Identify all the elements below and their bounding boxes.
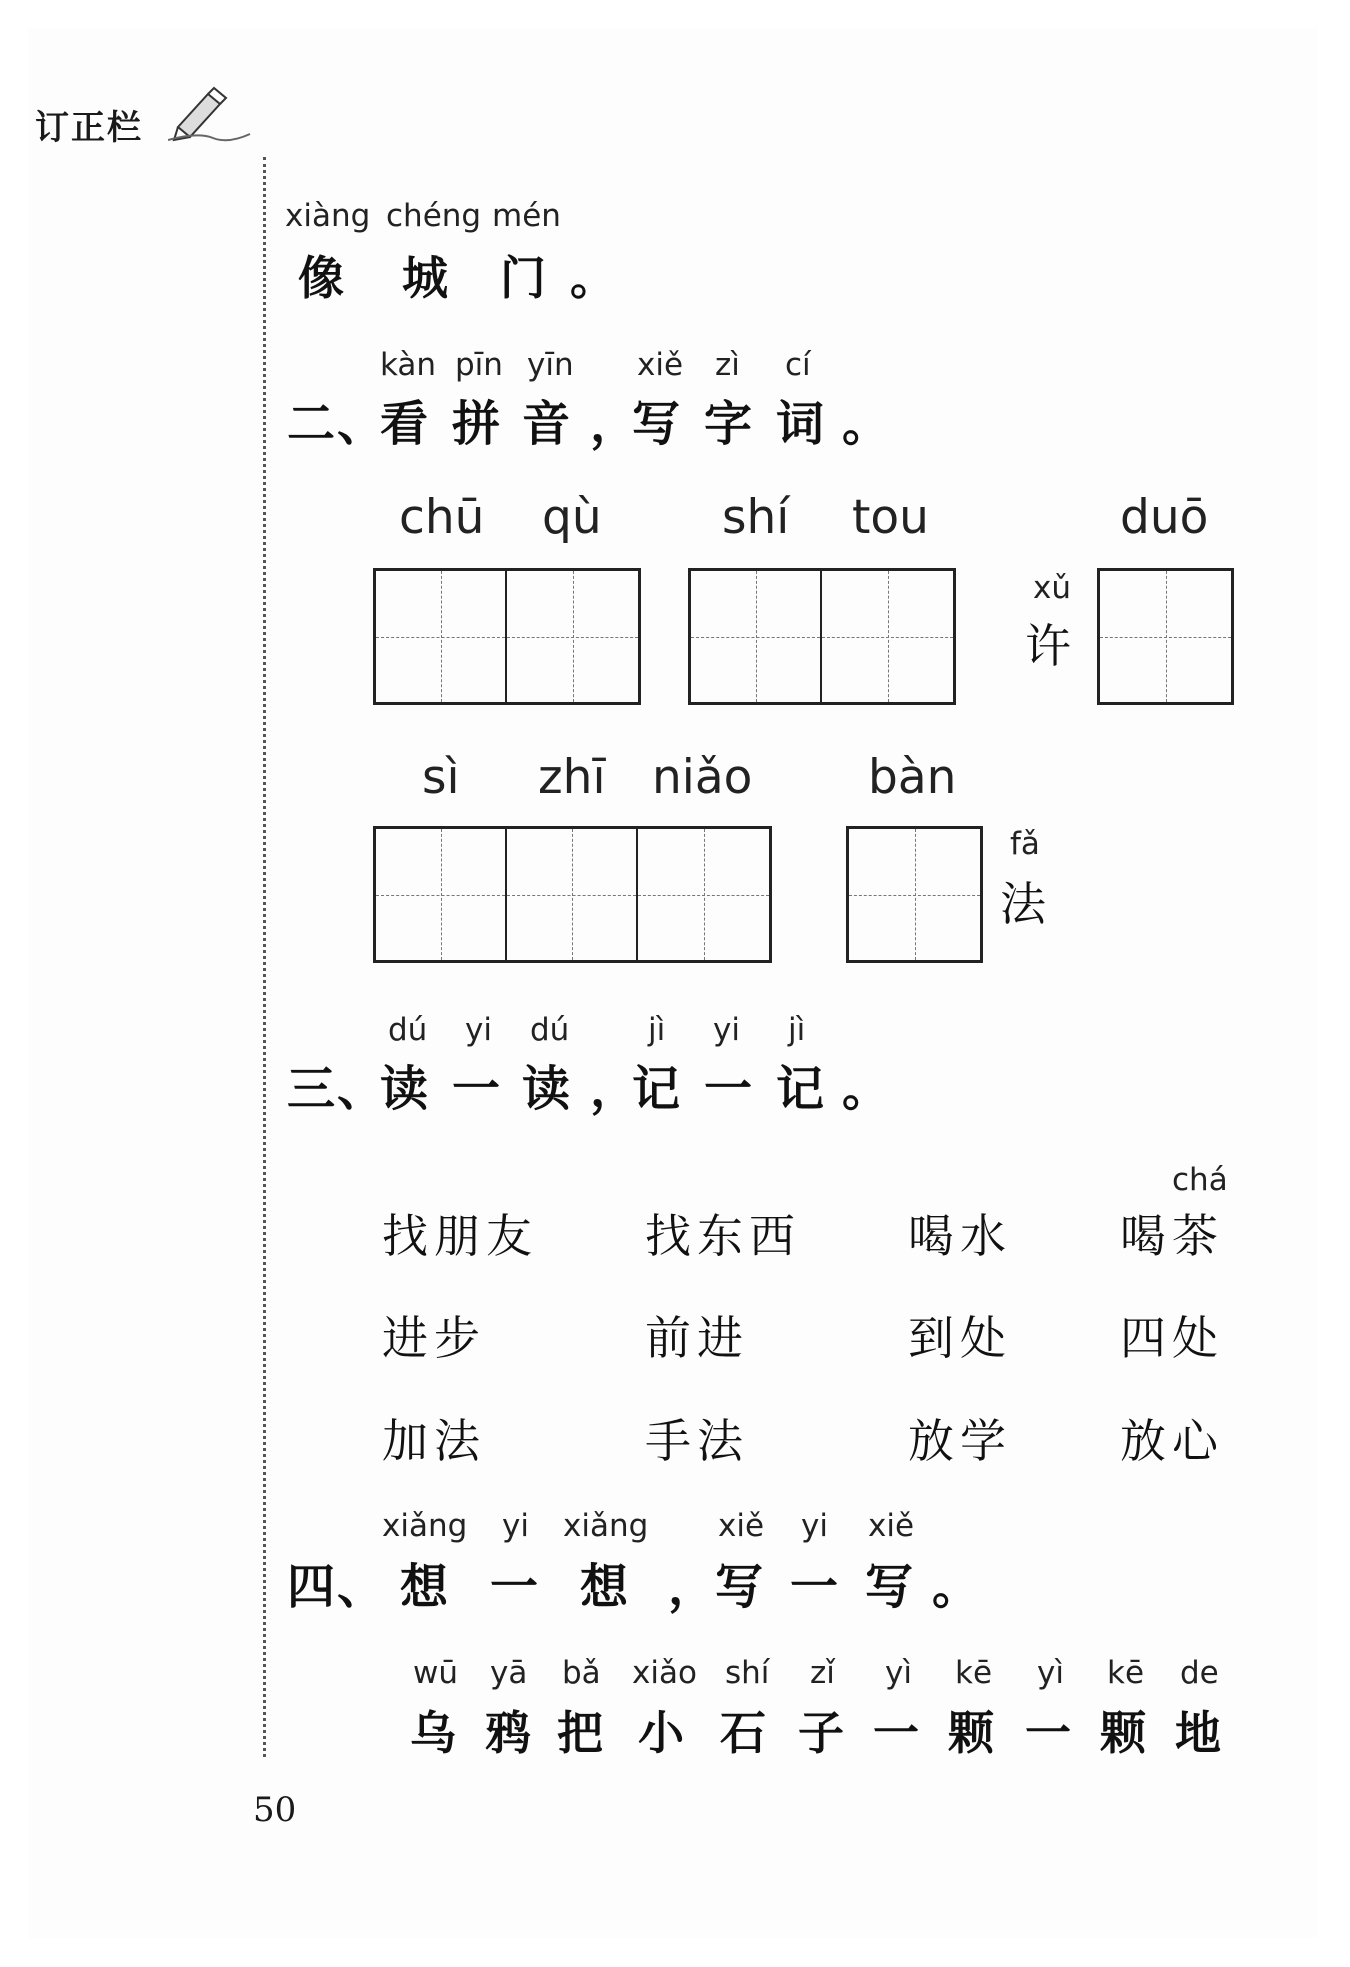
heading-char: 读 xyxy=(380,1061,431,1117)
char: 一 xyxy=(1025,1706,1071,1760)
pinyin: jì xyxy=(788,1012,806,1048)
word: 找东西 xyxy=(645,1209,801,1263)
writing-grid-chuqu[interactable] xyxy=(373,568,641,705)
pinyin: yì xyxy=(885,1655,912,1691)
char: 颗 xyxy=(1100,1706,1146,1760)
pinyin: xiǎo xyxy=(632,1655,697,1691)
pinyin-cha: chá xyxy=(1172,1162,1228,1198)
heading-char: ， xyxy=(668,1559,719,1615)
pinyin: niǎo xyxy=(652,750,753,805)
pinyin: yā xyxy=(490,1655,528,1691)
pinyin: yi xyxy=(713,1012,740,1048)
hint-pinyin: xǔ xyxy=(1033,570,1071,606)
pinyin: zì xyxy=(715,347,740,383)
pinyin: de xyxy=(1180,1655,1219,1691)
word: 放心 xyxy=(1120,1414,1224,1468)
writing-cell[interactable] xyxy=(376,829,507,960)
heading-char: 。 xyxy=(842,396,893,452)
pinyin: xiě xyxy=(868,1508,915,1544)
pinyin: shí xyxy=(725,1655,770,1691)
writing-grid-sizhiniao[interactable] xyxy=(373,826,772,963)
char: 乌 xyxy=(410,1706,456,1760)
hint-pinyin: fǎ xyxy=(1010,826,1040,862)
char: 把 xyxy=(557,1706,603,1760)
pinyin: duō xyxy=(1120,490,1209,545)
pinyin: xiǎng xyxy=(563,1508,649,1544)
heading-char: 记 xyxy=(632,1061,683,1117)
heading-char: 想 xyxy=(400,1559,451,1615)
heading-char: 读 xyxy=(522,1061,573,1117)
pinyin: jì xyxy=(648,1012,666,1048)
hint-char: 法 xyxy=(1000,877,1046,931)
pinyin-men: mén xyxy=(492,198,561,234)
word: 喝水 xyxy=(908,1209,1012,1263)
page-number: 50 xyxy=(253,1790,297,1830)
pinyin: yi xyxy=(502,1508,529,1544)
pinyin: yì xyxy=(1037,1655,1064,1691)
word: 放学 xyxy=(908,1414,1012,1468)
writing-cell[interactable] xyxy=(507,571,638,702)
pinyin: pīn xyxy=(455,347,503,383)
writing-grid-ban[interactable] xyxy=(846,826,983,963)
word: 前进 xyxy=(645,1311,749,1365)
pinyin: kē xyxy=(1107,1655,1145,1691)
section3-number: 三、 xyxy=(287,1061,388,1117)
heading-char: 。 xyxy=(842,1061,893,1117)
writing-cell[interactable] xyxy=(1100,571,1231,702)
pinyin: xiě xyxy=(718,1508,765,1544)
writing-grid-shitou[interactable] xyxy=(688,568,956,705)
char: 像 xyxy=(298,251,344,305)
heading-char: 一 xyxy=(452,1061,503,1117)
char: 鸦 xyxy=(485,1706,531,1760)
writing-cell[interactable] xyxy=(638,829,769,960)
writing-cell[interactable] xyxy=(822,571,953,702)
heading-char: 一 xyxy=(490,1559,541,1615)
pinyin: dú xyxy=(388,1012,428,1048)
pinyin: yi xyxy=(465,1012,492,1048)
char: 小 xyxy=(638,1706,684,1760)
pinyin: kàn xyxy=(380,347,437,383)
pinyin: chū xyxy=(399,490,485,545)
pinyin: kē xyxy=(955,1655,993,1691)
heading-char: 写 xyxy=(865,1559,916,1615)
char: 。 xyxy=(570,251,616,305)
heading-char: 字 xyxy=(704,396,755,452)
heading-char: 音 xyxy=(522,396,573,452)
heading-char: 词 xyxy=(776,396,827,452)
heading-char: 一 xyxy=(790,1559,841,1615)
heading-char: 记 xyxy=(776,1061,827,1117)
char: 颗 xyxy=(948,1706,994,1760)
char: 子 xyxy=(798,1706,844,1760)
pencil-icon xyxy=(168,82,253,142)
pinyin-xiang: xiàng xyxy=(285,198,371,234)
pinyin: xiǎng xyxy=(382,1508,468,1544)
heading-char: 看 xyxy=(380,396,431,452)
pinyin: yi xyxy=(801,1508,828,1544)
heading-char: 。 xyxy=(932,1559,983,1615)
pinyin: wū xyxy=(413,1655,459,1691)
heading-char: 写 xyxy=(715,1559,766,1615)
writing-cell[interactable] xyxy=(849,829,980,960)
char: 石 xyxy=(720,1706,766,1760)
char: 地 xyxy=(1175,1706,1221,1760)
heading-char: 想 xyxy=(580,1559,631,1615)
pinyin: dú xyxy=(530,1012,570,1048)
heading-char: 一 xyxy=(704,1061,755,1117)
writing-cell[interactable] xyxy=(691,571,822,702)
correction-column-label: 订正栏 xyxy=(35,108,143,148)
heading-char: 拼 xyxy=(452,396,503,452)
pinyin: zǐ xyxy=(810,1655,835,1691)
word: 四处 xyxy=(1120,1311,1224,1365)
heading-char: 写 xyxy=(632,396,683,452)
word: 手法 xyxy=(645,1414,749,1468)
pinyin-cheng: chéng xyxy=(386,198,482,234)
word: 到处 xyxy=(908,1311,1012,1365)
heading-char: ， xyxy=(590,396,641,452)
pinyin: bǎ xyxy=(562,1655,601,1691)
pinyin: shí xyxy=(722,490,790,545)
pinyin: xiě xyxy=(637,347,684,383)
hint-char: 许 xyxy=(1025,619,1071,673)
word: 进步 xyxy=(382,1311,486,1365)
page xyxy=(28,28,1318,1938)
section2-number: 二、 xyxy=(287,396,388,452)
pinyin: zhī xyxy=(538,750,606,805)
section4-number: 四、 xyxy=(287,1559,388,1615)
word: 喝茶 xyxy=(1120,1209,1224,1263)
writing-grid-duo[interactable] xyxy=(1097,568,1234,705)
char: 城 xyxy=(402,251,448,305)
heading-char: ， xyxy=(590,1061,641,1117)
pinyin: tou xyxy=(852,490,929,545)
pinyin: qù xyxy=(542,490,602,545)
pinyin: yīn xyxy=(527,347,574,383)
pinyin: bàn xyxy=(868,750,957,805)
word: 找朋友 xyxy=(382,1209,538,1263)
char: 门 xyxy=(500,251,546,305)
word: 加法 xyxy=(382,1414,486,1468)
char: 一 xyxy=(873,1706,919,1760)
writing-cell[interactable] xyxy=(507,829,638,960)
writing-cell[interactable] xyxy=(376,571,507,702)
margin-dotted-line xyxy=(263,157,266,1757)
pinyin: cí xyxy=(785,347,811,383)
pinyin: sì xyxy=(422,750,460,805)
